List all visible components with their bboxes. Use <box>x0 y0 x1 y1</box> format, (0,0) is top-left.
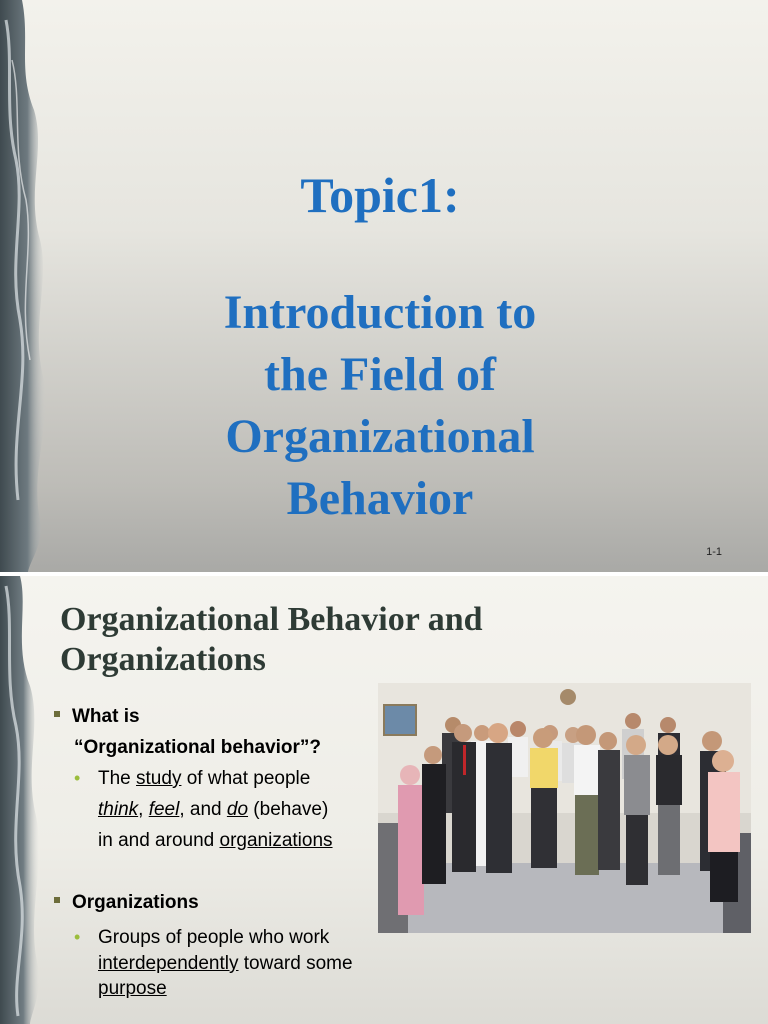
keyword-organizations: organizations <box>219 830 333 851</box>
slide-title <box>120 282 640 530</box>
bullet-what-is <box>54 702 140 732</box>
keyword-feel: feel <box>148 799 180 820</box>
title-line: the Field of <box>264 348 496 401</box>
slide-number: 1-1 <box>706 546 722 558</box>
text: , <box>138 799 149 820</box>
text: Groups of people who work <box>98 927 330 948</box>
bullet-text: What is <box>72 706 140 727</box>
sub-bullet-groups-line3 <box>98 973 167 1004</box>
group-photo <box>378 683 751 933</box>
topic-label: Topic1: <box>300 167 460 223</box>
keyword-do: do <box>226 799 249 820</box>
text: in and around <box>98 830 220 851</box>
title-line: Behavior <box>286 472 474 525</box>
title-line: Organizational <box>225 410 535 463</box>
keyword-think: think <box>98 799 139 820</box>
heading-line: Organizational Behavior and <box>60 601 483 638</box>
text: of what people <box>181 768 311 789</box>
keyword-purpose: purpose <box>98 978 167 999</box>
text: toward some <box>238 953 353 974</box>
bullet-square-icon <box>54 897 60 903</box>
bullet-organizations <box>54 888 199 918</box>
slide-2-heading <box>60 600 483 680</box>
heading-line: Organizations <box>60 641 266 678</box>
bullet-dot-icon: • <box>74 768 81 788</box>
text: (behave) <box>248 799 329 820</box>
text: The <box>98 768 137 789</box>
bullet-square-icon <box>54 711 60 717</box>
title-line: Introduction to <box>223 286 537 339</box>
keyword-interdependently: interdependently <box>98 953 239 974</box>
bullet-what-is-line2: “Organizational behavior”? <box>74 737 322 758</box>
text: , and <box>179 799 227 820</box>
decorative-edge-art <box>0 0 52 572</box>
bullet-dot-icon: • <box>74 927 81 947</box>
bullet-text: Organizations <box>72 892 199 913</box>
sub-bullet-definition-line3 <box>98 825 333 856</box>
keyword-study: study <box>136 768 182 789</box>
sub-bullet-definition <box>74 763 310 794</box>
decorative-edge-art <box>0 576 52 1024</box>
sub-bullet-definition-line2 <box>98 794 328 825</box>
